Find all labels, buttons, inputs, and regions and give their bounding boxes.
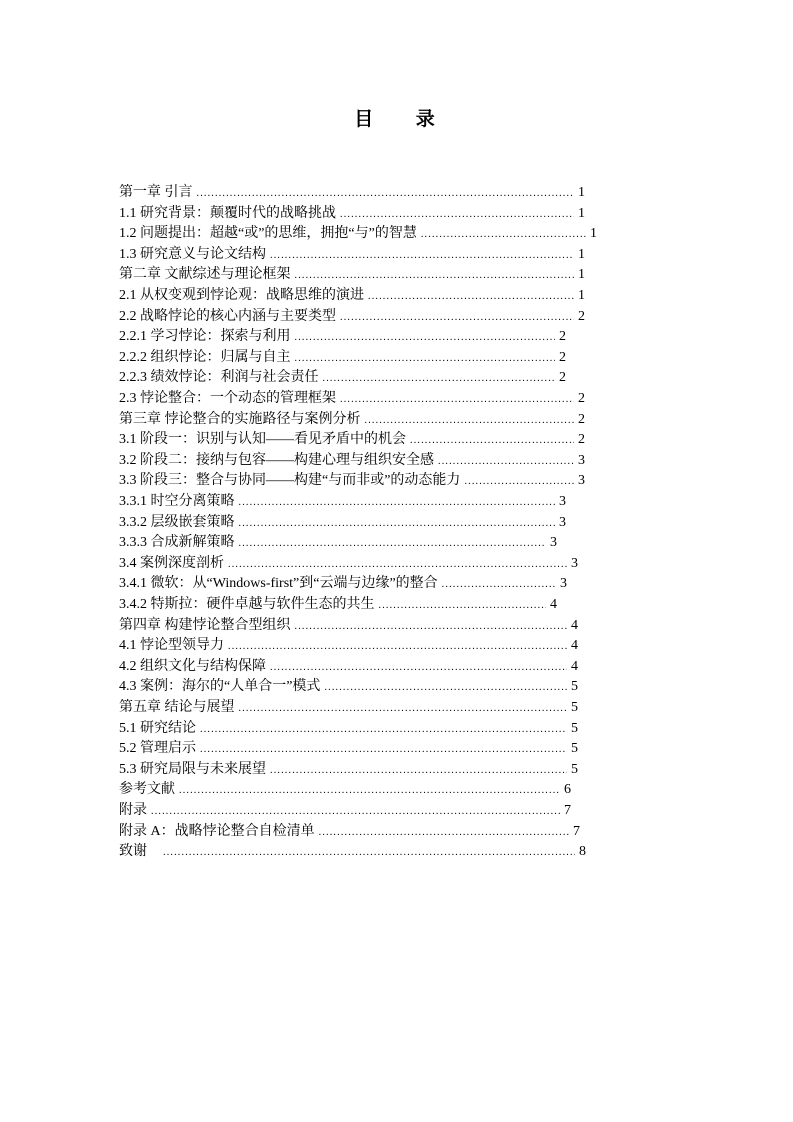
toc-entry[interactable] <box>119 286 585 306</box>
toc-entry-page: 2 <box>578 308 585 324</box>
dot-leader <box>295 266 575 286</box>
dot-leader <box>239 514 556 534</box>
dot-leader <box>323 369 556 389</box>
toc-entry-page: 2 <box>559 349 566 365</box>
toc-entry[interactable] <box>119 307 585 327</box>
toc-entry-page: 5 <box>571 679 578 695</box>
toc-entry[interactable] <box>119 822 580 842</box>
toc-entry-page: 4 <box>550 597 557 612</box>
toc-entry-page: 5 <box>571 741 578 757</box>
toc-entry-label: 4.3 案例：海尔的“人单合一”模式 <box>119 679 321 695</box>
dot-leader <box>410 431 574 451</box>
toc-entry[interactable] <box>119 492 566 512</box>
toc-entry-label: 5.1 研究结论 <box>119 720 196 736</box>
toc-entry[interactable] <box>119 348 566 368</box>
toc-entry[interactable] <box>119 224 597 244</box>
toc-entry-page: 5 <box>571 720 578 736</box>
dot-leader <box>228 555 567 575</box>
toc-entry[interactable] <box>119 780 571 800</box>
toc-entry-page: 3 <box>560 576 567 592</box>
toc-entry-page: 2 <box>578 432 585 448</box>
toc-entry[interactable] <box>119 739 578 759</box>
toc-entry[interactable] <box>119 368 566 388</box>
toc-entry[interactable] <box>119 451 585 471</box>
dot-leader <box>179 781 560 801</box>
toc-entry-label: 1.3 研究意义与论文结构 <box>119 246 266 262</box>
toc-entry-label: 2.2 战略悖论的核心内涵与主要类型 <box>119 308 336 324</box>
dot-leader <box>151 802 560 822</box>
toc-entry-label: 4.1 悖论型领导力 <box>119 638 224 654</box>
toc-entry-label: 3.3.1 时空分离策略 <box>119 494 235 509</box>
dot-leader <box>270 658 567 678</box>
toc-entry-page: 2 <box>578 411 585 427</box>
toc-entry-page: 3 <box>550 535 557 551</box>
toc-entry[interactable] <box>119 554 578 574</box>
dot-leader <box>163 843 575 863</box>
toc-entry-label: 附录 A：战略悖论整合自检清单 <box>119 823 315 839</box>
toc-entry-page: 3 <box>559 494 566 509</box>
toc-entry-label: 附录 <box>119 803 147 818</box>
toc-entry[interactable] <box>119 265 585 285</box>
toc-entry-page: 1 <box>578 185 585 200</box>
dot-leader <box>340 205 574 225</box>
toc-entry-page: 7 <box>573 823 580 839</box>
toc-entry-label: 3.4.2 特斯拉：硬件卓越与软件生态的共生 <box>119 597 375 612</box>
toc-entry-page: 4 <box>571 658 578 674</box>
toc-entry-page: 1 <box>578 205 585 221</box>
toc-entry-label: 2.2.1 学习悖论：探索与利用 <box>119 329 291 345</box>
dot-leader <box>340 308 574 328</box>
toc-entry-label: 第五章 结论与展望 <box>119 700 235 715</box>
toc-entry-label: 致谢 <box>119 844 147 860</box>
toc-entry[interactable] <box>119 389 585 409</box>
toc-entry-page: 1 <box>590 226 597 242</box>
toc-entry[interactable] <box>119 410 585 430</box>
toc-entry-page: 6 <box>564 782 571 798</box>
toc-entry[interactable] <box>119 657 578 677</box>
toc-entry[interactable] <box>119 698 578 718</box>
toc-entry-label: 第三章 悖论整合的实施路径与案例分析 <box>119 411 361 427</box>
toc-entry-page: 7 <box>564 803 571 818</box>
dot-leader <box>438 452 574 472</box>
dot-leader <box>200 740 567 760</box>
toc-entry-label: 4.2 组织文化与结构保障 <box>119 658 266 674</box>
toc-entry-page: 3 <box>578 473 585 489</box>
toc-entry-label: 2.2.2 组织悖论：归属与自主 <box>119 349 291 365</box>
toc-entry-label: 3.1 阶段一：识别与认知——看见矛盾中的机会 <box>119 432 406 448</box>
toc-entry-label: 参考文献 <box>119 782 175 798</box>
dot-leader <box>368 287 574 307</box>
toc-entry[interactable] <box>119 574 567 594</box>
toc-entry-label: 3.2 阶段二：接纳与包容——构建心理与组织安全感 <box>119 452 434 468</box>
toc-entry-label: 3.4 案例深度剖析 <box>119 555 224 571</box>
toc-entry-label: 3.3 阶段三：整合与协同——构建“与而非或”的动态能力 <box>119 473 461 489</box>
toc-entry-page: 3 <box>559 514 566 530</box>
toc-entry[interactable] <box>119 616 578 636</box>
toc-entry-label: 3.3.2 层级嵌套策略 <box>119 514 235 530</box>
dot-leader <box>442 575 556 595</box>
toc-entry-label: 1.1 研究背景：颠覆时代的战略挑战 <box>119 205 336 221</box>
dot-leader <box>295 328 556 348</box>
dot-leader <box>239 493 556 513</box>
toc-entry-label: 2.1 从权变观到悖论观：战略思维的演进 <box>119 288 364 303</box>
toc-entry[interactable] <box>119 677 578 697</box>
toc-entry-page: 1 <box>578 246 585 262</box>
toc-entry[interactable] <box>119 245 585 265</box>
dot-leader <box>379 596 547 616</box>
toc-entry[interactable] <box>119 183 585 203</box>
toc-entry-page: 1 <box>578 288 585 303</box>
toc-entry[interactable] <box>119 842 586 862</box>
toc-entry-label: 2.3 悖论整合：一个动态的管理框架 <box>119 391 336 406</box>
dot-leader <box>421 225 586 245</box>
dot-leader <box>270 246 574 266</box>
dot-leader <box>464 472 574 492</box>
toc-entry[interactable] <box>119 513 566 533</box>
toc-entry[interactable] <box>119 801 571 821</box>
dot-leader <box>197 184 575 204</box>
dot-leader <box>365 411 575 431</box>
toc-entry-page: 2 <box>559 329 566 345</box>
toc-entry-page: 3 <box>571 555 578 571</box>
toc-entry[interactable] <box>119 327 566 347</box>
toc-entry-page: 3 <box>578 452 585 468</box>
dot-leader <box>295 349 556 369</box>
dot-leader <box>228 637 567 657</box>
toc-entry-page: 4 <box>571 617 578 633</box>
toc-entry-label: 5.3 研究局限与未来展望 <box>119 761 266 777</box>
toc-entry-label: 5.2 管理启示 <box>119 741 196 757</box>
toc-entry[interactable] <box>119 719 578 739</box>
toc-entry-page: 2 <box>559 370 566 386</box>
toc-entry[interactable] <box>119 533 557 553</box>
toc-entry-label: 3.3.3 合成新解策略 <box>119 535 235 551</box>
toc-entry-page: 5 <box>571 700 578 715</box>
toc-entry[interactable] <box>119 760 578 780</box>
toc-entry[interactable] <box>119 636 578 656</box>
toc-entry[interactable] <box>119 430 585 450</box>
toc-entry-page: 8 <box>579 844 586 860</box>
toc-entry-page: 4 <box>571 638 578 654</box>
toc-entry-label: 3.4.1 微软：从“Windows-first”到“云端与边缘”的整合 <box>119 576 438 592</box>
toc-entry[interactable] <box>119 204 585 224</box>
dot-leader <box>319 823 569 843</box>
page-title: 目 录 <box>354 108 453 130</box>
toc-entry[interactable] <box>119 471 585 491</box>
toc-entry[interactable] <box>119 595 557 615</box>
dot-leader <box>200 720 567 740</box>
dot-leader <box>239 699 568 719</box>
toc-entry-label: 1.2 问题提出：超越“或”的思维，拥抱“与”的智慧 <box>119 226 417 242</box>
toc-entry-page: 2 <box>578 391 585 406</box>
dot-leader <box>295 617 568 637</box>
toc-entry-label: 第四章 构建悖论整合型组织 <box>119 617 291 633</box>
dot-leader <box>239 534 547 554</box>
dot-leader <box>340 390 574 410</box>
toc-entry-label: 2.2.3 绩效悖论：利润与社会责任 <box>119 370 319 386</box>
toc-entry-label: 第二章 文献综述与理论框架 <box>119 267 291 283</box>
toc-entry-page: 1 <box>578 267 585 283</box>
toc-entry-page: 5 <box>571 761 578 777</box>
dot-leader <box>324 678 567 698</box>
toc-entry-label: 第一章 引言 <box>119 185 193 200</box>
dot-leader <box>270 761 567 781</box>
